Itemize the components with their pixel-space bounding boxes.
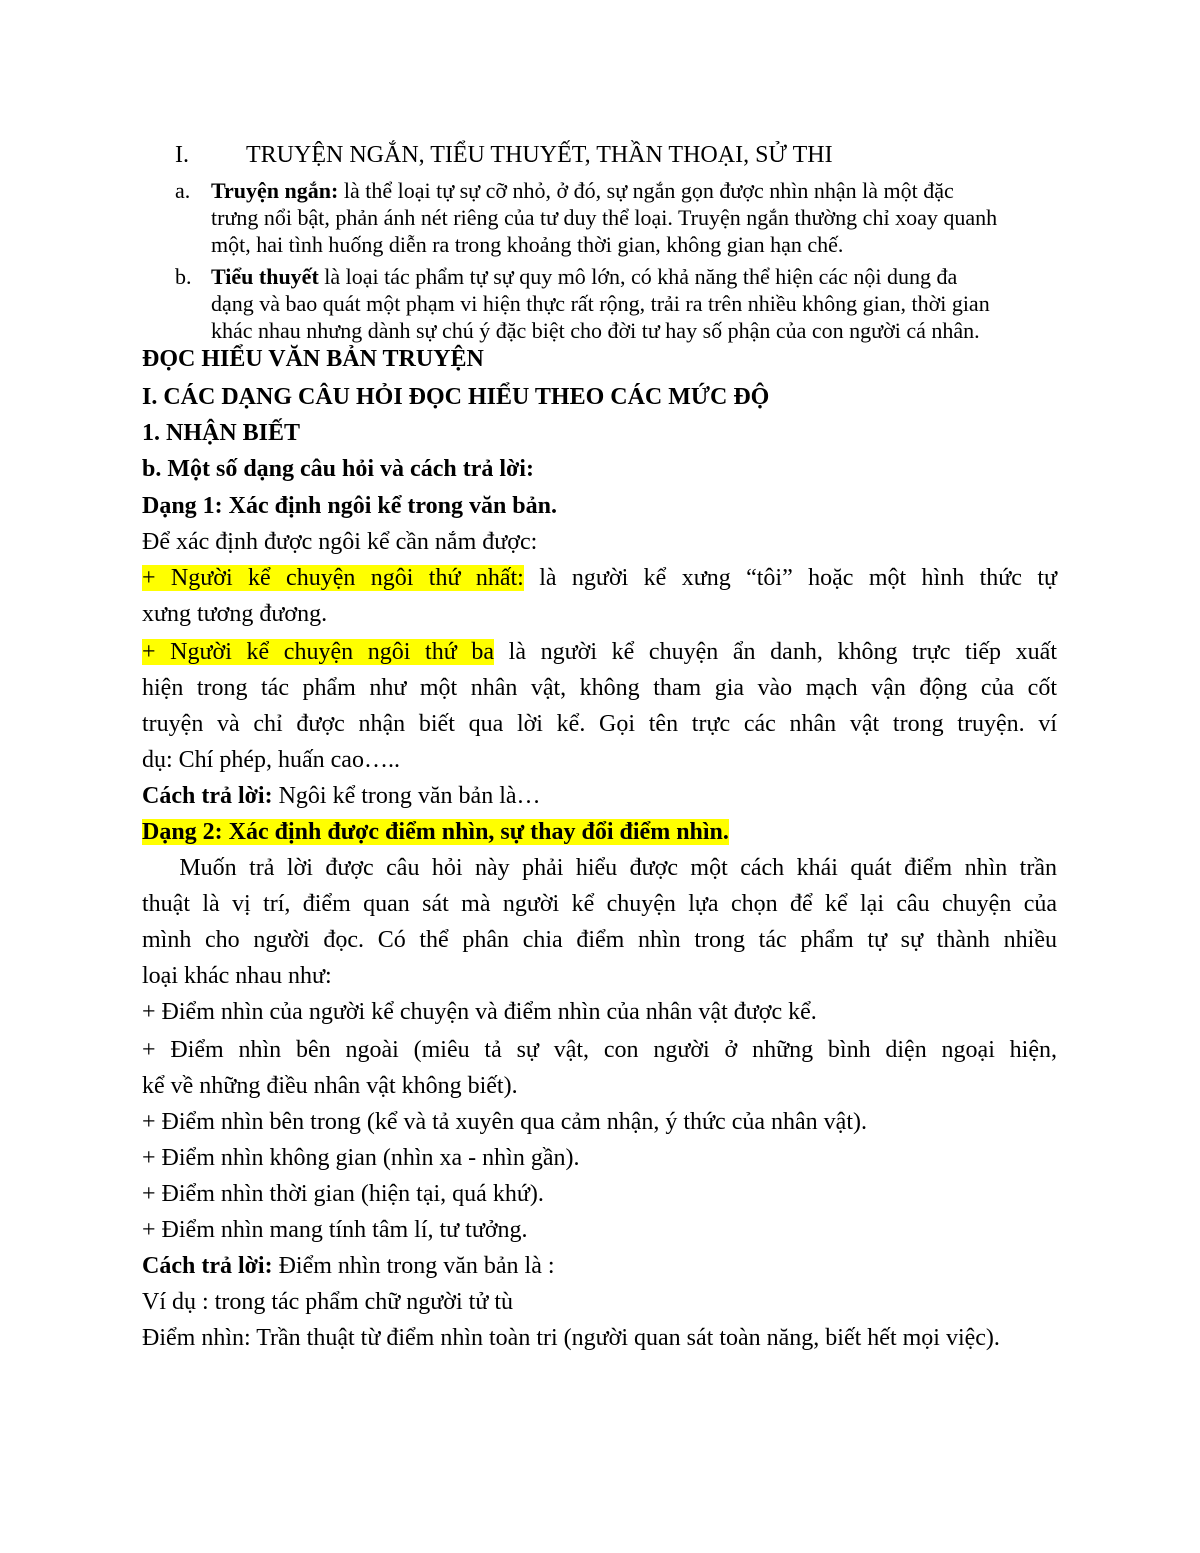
dang1-answer — [142, 783, 541, 810]
item-a-marker: a. — [175, 178, 191, 203]
dang2-para-line-1: Muốn trả lời được câu hỏi này phải hiểu được một cách khái quát điểm nhìn trần — [142, 855, 1057, 881]
item-b-text-1: là loại tác phẩm tự sự quy mô lớn, có khả năng thể hiện các nội dung đa — [318, 264, 958, 289]
third-person-line-4: dụ: Chí phép, huấn cao….. — [142, 747, 400, 773]
dang2-answer-label: Cách trả lời: — [142, 1253, 273, 1279]
third-person-line-3: truyện và chỉ được nhận biết qua lời kể. Gọi tên trực các nhân vật trong truyện. ví — [142, 711, 1057, 737]
viewpoint-bullet-6: + Điểm nhìn mang tính tâm lí, tư tưởng. — [142, 1217, 528, 1243]
viewpoint-bullet-4: + Điểm nhìn không gian (nhìn xa - nhìn gần). — [142, 1145, 580, 1171]
heading-dang-2 — [142, 819, 729, 846]
dang1-intro: Để xác định được ngôi kể cần nắm được: — [142, 529, 538, 555]
viewpoint-bullet-1: + Điểm nhìn của người kể chuyện và điểm nhìn của nhân vật được kể. — [142, 999, 817, 1025]
dang1-answer-label: Cách trả lời: — [142, 783, 273, 809]
item-b-line-1 — [211, 264, 957, 290]
item-a-text-1: là thể loại tự sự cỡ nhỏ, ở đó, sự ngắn gọn được nhìn nhận là một đặc — [338, 178, 954, 203]
heading-cac-dang: I. CÁC DẠNG CÂU HỎI ĐỌC HIỂU THEO CÁC MỨC ĐỘ — [142, 384, 770, 410]
dang2-para-line-4: loại khác nhau như: — [142, 963, 332, 989]
item-a-term: Truyện ngắn: — [211, 178, 339, 203]
heading-nhan-biet: 1. NHẬN BIẾT — [142, 420, 301, 446]
viewpoint-bullet-3: + Điểm nhìn bên trong (kể và tả xuyên qua cảm nhận, ý thức của nhân vật). — [142, 1109, 867, 1135]
dang2-para-line-2: thuật là vị trí, điểm quan sát mà người kể chuyện lựa chọn để kể lại câu chuyện của — [142, 891, 1057, 917]
heading-doc-hieu: ĐỌC HIỂU VĂN BẢN TRUYỆN — [142, 346, 484, 372]
dang2-answer — [142, 1253, 555, 1280]
item-a-line-3: một, hai tình huống diễn ra trong khoảng thời gian, không gian hạn chế. — [211, 232, 844, 257]
heading-mot-so-dang: b. Một số dạng câu hỏi và cách trả lời: — [142, 456, 534, 482]
first-person-line — [142, 565, 1057, 592]
viewpoint-bullet-2-cont: kể về những điều nhân vật không biết). — [142, 1073, 518, 1099]
first-person-highlight: + Người kể chuyện ngôi thứ nhất: — [142, 565, 524, 591]
third-person-line — [142, 639, 1057, 666]
third-person-highlight: + Người kể chuyện ngôi thứ ba — [142, 639, 495, 665]
heading-dang-1: Dạng 1: Xác định ngôi kể trong văn bản. — [142, 493, 557, 519]
viewpoint-bullet-5: + Điểm nhìn thời gian (hiện tại, quá khứ). — [142, 1181, 544, 1207]
viewpoint-bullet-2: + Điểm nhìn bên ngoài (miêu tả sự vật, con người ở những bình diện ngoại hiện, — [142, 1037, 1057, 1063]
section-roman-numeral: I. — [175, 142, 189, 168]
item-b-line-2: dạng và bao quát một phạm vi hiện thực rất rộng, trải ra trên nhiều không gian, thời gian — [211, 291, 990, 316]
dang2-answer-text: Điểm nhìn trong văn bản là : — [272, 1253, 555, 1279]
section-title: TRUYỆN NGẮN, TIỂU THUYẾT, THẦN THOẠI, SỬ THI — [246, 142, 833, 168]
third-person-text: là người kể chuyện ẩn danh, không trực tiếp xuất — [494, 639, 1058, 665]
dang2-para-line-3: mình cho người đọc. Có thể phân chia điểm nhìn trong tác phẩm tự sự thành nhiều — [142, 927, 1057, 953]
first-person-text: là người kể xưng “tôi” hoặc một hình thức tự — [523, 565, 1057, 591]
dang1-answer-text: Ngôi kể trong văn bản là… — [272, 783, 541, 809]
dang2-highlight: Dạng 2: Xác định được điểm nhìn, sự thay đổi điểm nhìn. — [142, 819, 729, 845]
dang2-example: Ví dụ : trong tác phẩm chữ người tử tù — [142, 1289, 513, 1315]
first-person-cont: xưng tương đương. — [142, 601, 328, 627]
item-b-marker: b. — [175, 264, 192, 289]
item-a-line-1 — [211, 178, 954, 204]
item-b-line-3: khác nhau nhưng dành sự chú ý đặc biệt cho đời tư hay số phận của con người cá nhân. — [211, 318, 980, 343]
item-a-line-2: trưng nổi bật, phản ánh nét riêng của tư duy thể loại. Truyện ngắn thường chỉ xoay quanh — [211, 205, 998, 230]
third-person-line-2: hiện trong tác phẩm như một nhân vật, không tham gia vào mạch vận động của cốt — [142, 675, 1057, 701]
item-b-term: Tiểu thuyết — [211, 264, 319, 289]
dang2-example-answer: Điểm nhìn: Trần thuật từ điểm nhìn toàn tri (người quan sát toàn năng, biết hết mọi việc). — [142, 1325, 1000, 1351]
